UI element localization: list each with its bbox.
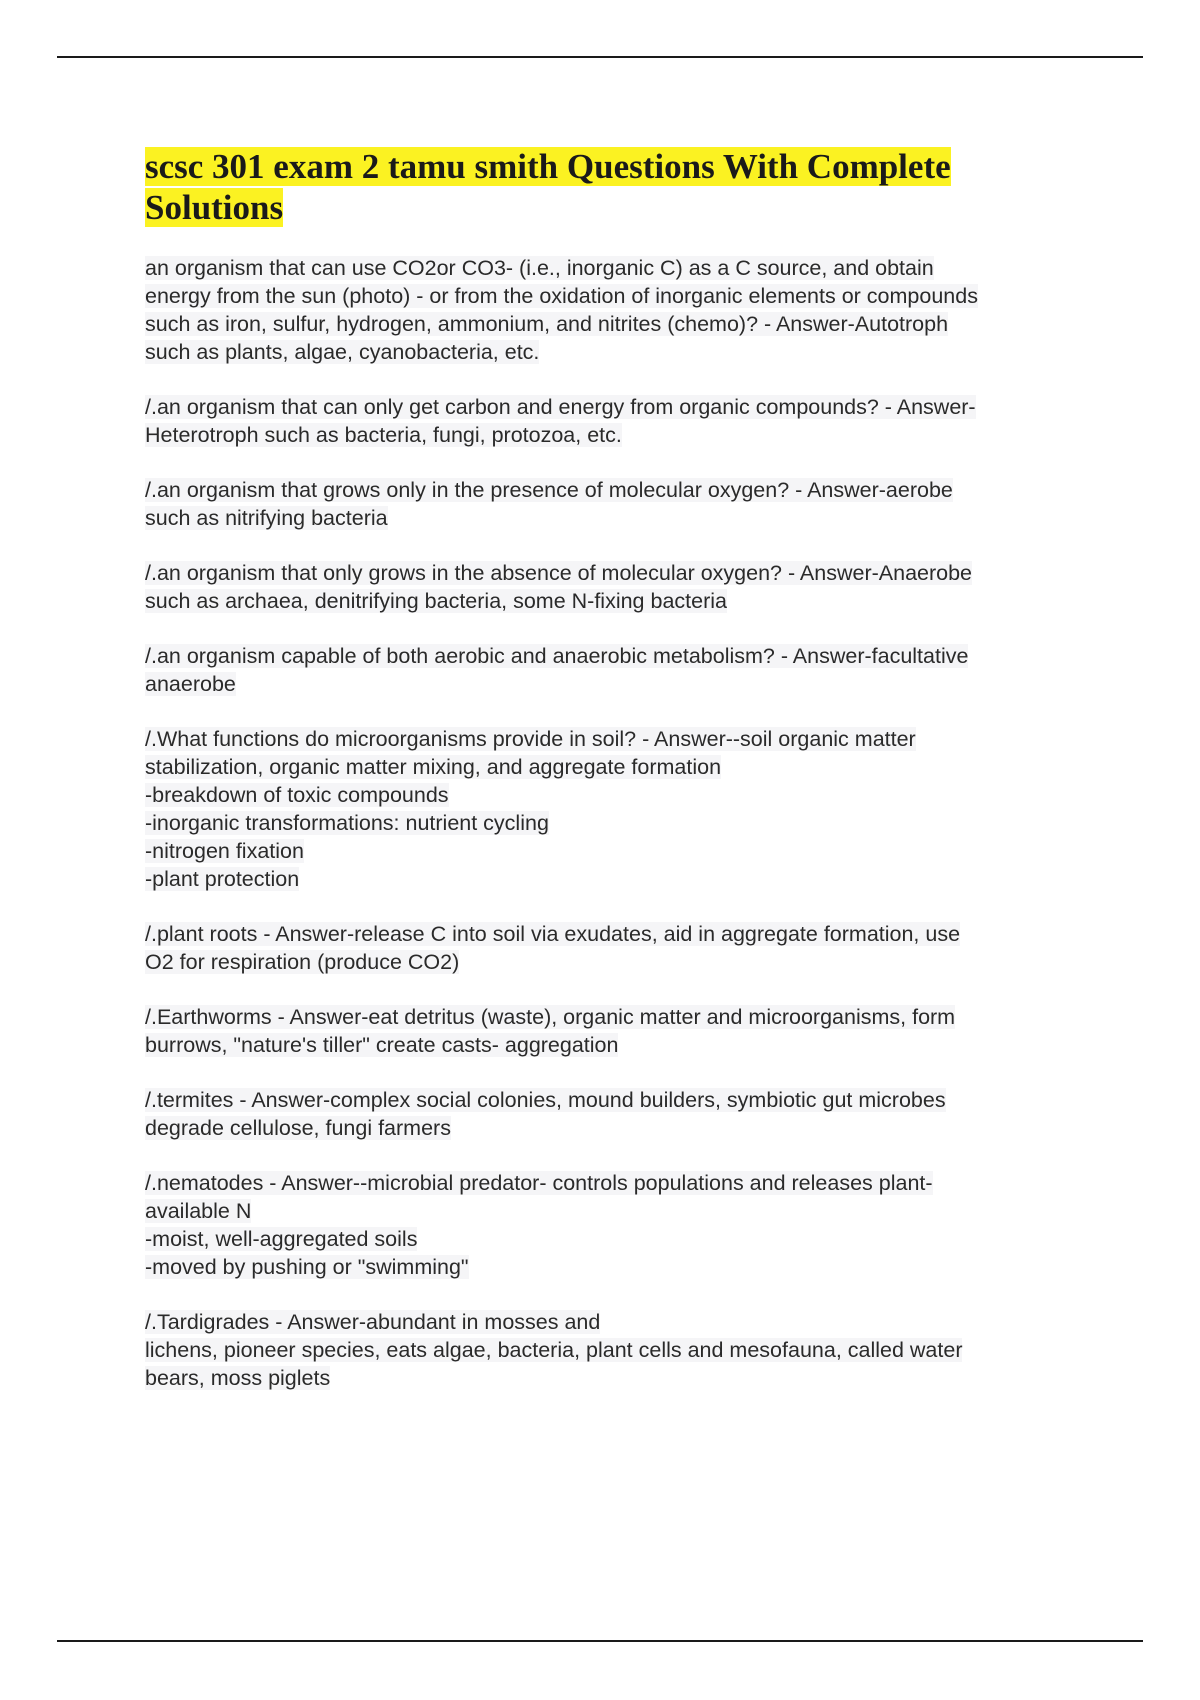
entry-line: [145, 753, 1095, 781]
entry-line: [145, 1253, 1095, 1281]
qa-entry: [145, 920, 1095, 976]
entry-line: [145, 1003, 1095, 1031]
entry-line-text: -moist, well-aggregated soils: [145, 1227, 418, 1251]
entry-line-text: such as iron, sulfur, hydrogen, ammonium, and nitrites (chemo)? - Answer-Autotroph: [145, 312, 949, 336]
document-title: [145, 146, 1025, 228]
entry-line: [145, 1225, 1095, 1253]
entry-line: [145, 781, 1095, 809]
entry-line: [145, 1197, 1095, 1225]
qa-entry: [145, 254, 1095, 366]
title-line: scsc 301 exam 2 tamu smith Questions With Complete: [145, 147, 951, 186]
entry-line-text: /.nematodes - Answer--microbial predator- controls populations and releases plant-: [145, 1171, 933, 1195]
entry-line: [145, 809, 1095, 837]
entry-line-text: available N: [145, 1199, 252, 1223]
entry-line-text: O2 for respiration (produce CO2): [145, 950, 460, 974]
entry-line-text: such as archaea, denitrifying bacteria, some N-fixing bacteria: [145, 589, 727, 613]
entry-line: [145, 670, 1095, 698]
entry-line-text: /.plant roots - Answer-release C into soil via exudates, aid in aggregate formation, use: [145, 922, 961, 946]
bottom-rule: [57, 1640, 1143, 1642]
document-body: [145, 146, 1095, 1419]
entry-line: [145, 559, 1095, 587]
entry-line: [145, 1169, 1095, 1197]
qa-entry: [145, 642, 1095, 698]
qa-entry: [145, 725, 1095, 893]
entry-line: [145, 837, 1095, 865]
entry-line: [145, 310, 1095, 338]
qa-entry: [145, 1308, 1095, 1392]
entry-line-text: /.an organism that can only get carbon and energy from organic compounds? - Answer-: [145, 395, 976, 419]
entry-line: [145, 865, 1095, 893]
entry-line: [145, 476, 1095, 504]
entry-line: [145, 421, 1095, 449]
entry-line-text: -breakdown of toxic compounds: [145, 783, 449, 807]
entry-line-text: an organism that can use CO2or CO3- (i.e., inorganic C) as a C source, and obtain: [145, 256, 934, 280]
entry-line-text: /.Earthworms - Answer-eat detritus (waste), organic matter and microorganisms, form: [145, 1005, 956, 1029]
entry-line-text: burrows, "nature's tiller" create casts- aggregation: [145, 1033, 619, 1057]
entry-line-text: degrade cellulose, fungi farmers: [145, 1116, 451, 1140]
entry-line-text: -plant protection: [145, 867, 300, 891]
entry-line: [145, 725, 1095, 753]
title-line: Solutions: [145, 188, 284, 227]
qa-list: [145, 254, 1095, 1392]
qa-entry: [145, 1086, 1095, 1142]
entry-line: [145, 1364, 1095, 1392]
entry-line: [145, 504, 1095, 532]
qa-entry: [145, 393, 1095, 449]
entry-line: [145, 1114, 1095, 1142]
entry-line-text: energy from the sun (photo) - or from the oxidation of inorganic elements or compounds: [145, 284, 978, 308]
entry-line: [145, 642, 1095, 670]
entry-line: [145, 1031, 1095, 1059]
entry-line: [145, 282, 1095, 310]
entry-line-text: /.an organism that only grows in the absence of molecular oxygen? - Answer-Anaerobe: [145, 561, 973, 585]
qa-entry: [145, 1169, 1095, 1281]
top-rule: [57, 56, 1143, 58]
entry-line: [145, 254, 1095, 282]
entry-line-text: lichens, pioneer species, eats algae, bacteria, plant cells and mesofauna, called water: [145, 1338, 963, 1362]
entry-line: [145, 338, 1095, 366]
entry-line-text: -moved by pushing or "swimming": [145, 1255, 469, 1279]
entry-line-text: such as nitrifying bacteria: [145, 506, 388, 530]
entry-line-text: -inorganic transformations: nutrient cycling: [145, 811, 549, 835]
entry-line: [145, 920, 1095, 948]
entry-line-text: such as plants, algae, cyanobacteria, etc.: [145, 340, 540, 364]
entry-line: [145, 1086, 1095, 1114]
entry-line-text: /.termites - Answer-complex social colonies, mound builders, symbiotic gut microbes: [145, 1088, 946, 1112]
entry-line-text: -nitrogen fixation: [145, 839, 304, 863]
entry-line-text: /.Tardigrades - Answer-abundant in mosses and: [145, 1310, 601, 1334]
entry-line: [145, 393, 1095, 421]
entry-line-text: Heterotroph such as bacteria, fungi, protozoa, etc.: [145, 423, 622, 447]
entry-line-text: bears, moss piglets: [145, 1366, 331, 1390]
entry-line: [145, 948, 1095, 976]
entry-line: [145, 587, 1095, 615]
entry-line-text: /.an organism that grows only in the presence of molecular oxygen? - Answer-aerobe: [145, 478, 953, 502]
entry-line-text: /.What functions do microorganisms provide in soil? - Answer--soil organic matter: [145, 727, 916, 751]
qa-entry: [145, 1003, 1095, 1059]
qa-entry: [145, 476, 1095, 532]
qa-entry: [145, 559, 1095, 615]
entry-line-text: stabilization, organic matter mixing, and aggregate formation: [145, 755, 722, 779]
entry-line-text: /.an organism capable of both aerobic and anaerobic metabolism? - Answer-facultative: [145, 644, 969, 668]
entry-line: [145, 1336, 1095, 1364]
entry-line-text: anaerobe: [145, 672, 236, 696]
entry-line: [145, 1308, 1095, 1336]
